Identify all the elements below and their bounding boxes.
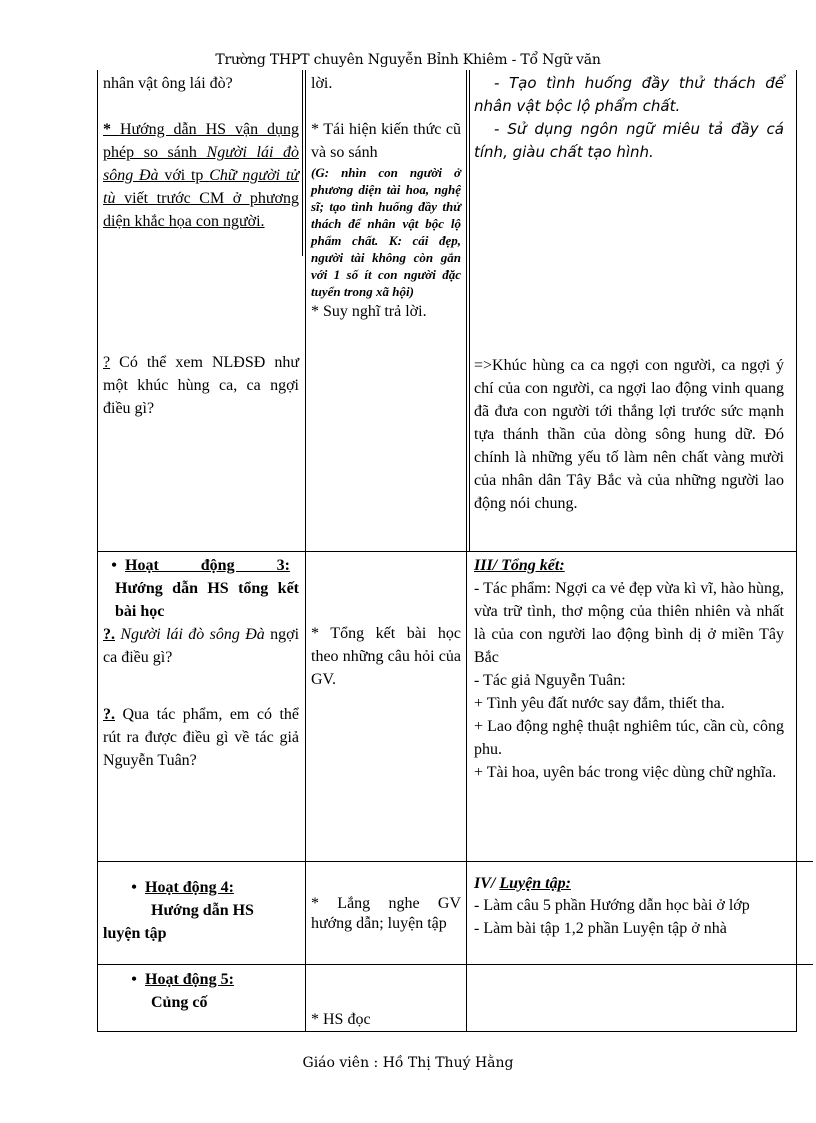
row-divider-1 [97,551,797,552]
row1-col1 [103,72,299,420]
activity-4-desc-2: luyện tập [103,925,167,942]
practice-heading-text: Luyện tập: [499,875,571,892]
row4-col1 [103,968,299,1014]
answer-1: * HS đọc [311,1011,371,1028]
row2-col2 [311,622,461,691]
activity-5-title [103,968,299,991]
bullet-2: - Sử dụng ngôn ngữ miêu tả đầy cá tính, giàu chất tạo hình. [474,120,784,161]
conclusion: =>Khúc hùng ca ca ngợi con người, ca ngợi ý chí của con người, ca ngợi lao động vinh quang đã đưa con người tới thắng lợi trước sức mạnh tựa thánh thần của dòng sông hung dữ. Đó chính là những yếu tố làm nên chất vàng mười của nhân dân Tây Bắc và của những người lao động nói chung. [474,357,784,512]
guide-title-1: Người lái đò sông Đà [103,144,300,184]
row3-col1 [103,876,299,945]
summary-line-3: + Tình yêu đất nước say đắm, thiết tha. [474,695,725,712]
teacher-note [311,164,461,300]
guide-star: * [103,121,111,138]
row-divider-3 [97,964,813,965]
column-divider-2-secondary [469,70,470,551]
summary-heading: III/ Tổng kết: [474,557,565,574]
bullet-icon: • [131,879,137,896]
activity-3-heading: Hoạt động 3: [125,557,290,574]
guide-text-a: Hướng dẫn HS vận dụng phép so sánh [103,121,300,161]
summary-line-5: + Tài hoa, uyên bác trong việc dùng chữ nghĩa. [474,764,777,781]
answer-3: * Suy nghĩ trả lời. [311,303,427,320]
practice-heading-number: IV/ [474,875,496,892]
question-1-tail: ngợi ca điều gì? [103,626,300,666]
activity-4-title [103,876,299,899]
row1-col3 [474,72,784,515]
question-mark: ?. [103,626,115,643]
practice-line-2: - Làm bài tập 1,2 phần Luyện tập ở nhà [474,920,727,937]
answer-2: * Tái hiện kiến thức cũ và so sánh [311,121,461,161]
activity-4-heading: Hoạt động 4: [145,879,234,896]
question-2-text: Có thể xem NLĐSĐ như một khúc hùng ca, ca ngợi điều gì? [103,354,300,417]
activity-3-desc: Hướng dẫn HS tổng kết bài học [115,580,299,620]
question-mark: ?. [103,706,115,723]
question-2 [103,351,299,420]
guide-title-2: Chữ người tử tù [103,167,300,207]
row4-col2 [311,1008,461,1031]
answer-1: * Lắng nghe GV hướng dẫn; luyện tập [311,895,461,932]
bullet-icon: • [131,971,137,988]
note-text: G: nhìn con người ở phương diện tài hoa, nghệ sĩ; tạo tình huống đầy thử thách để nhân vật bộc lộ phẩm chất. K: cái đẹp, người tài không còn gắn với 1 số ít con người đặc tuyển trong xã hội) [311,165,461,299]
guide-text-c: viết trước CM ở phương diện khắc họa con người. [103,190,299,230]
question-1 [103,623,299,669]
page-header: Trường THPT chuyên Nguyễn Bỉnh Khiêm - Tổ Ngữ văn [215,52,601,68]
summary-line-4: + Lao động nghệ thuật nghiêm túc, cần cù, công phu. [474,718,784,758]
answer-1: * Tổng kết bài học theo những câu hỏi của GV. [311,625,461,688]
bullet-icon: • [111,557,117,574]
note-paren: ( [311,165,316,180]
activity-5-heading: Hoạt động 5: [145,971,234,988]
guide-paragraph [103,118,299,233]
activity-5-desc: Củng cố [151,994,208,1011]
row1-col2 [311,72,461,323]
row-divider-2 [97,861,813,862]
column-divider-1-secondary [302,70,303,256]
question-tail: nhân vật ông lái đò? [103,75,233,92]
question-2 [103,703,299,772]
answer-1: lời. [311,75,333,92]
row3-col3 [474,872,784,940]
table-border-bottom [97,1031,797,1032]
question-mark: ? [103,354,111,371]
question-title: Người lái đò sông Đà [120,626,265,643]
practice-line-1: - Làm câu 5 phần Hướng dẫn học bài ở lớp [474,897,750,914]
activity-3-title [103,554,299,577]
page-footer: Giáo viên : Hồ Thị Thuý Hằng [302,1055,514,1071]
row2-col3 [474,554,784,784]
question-2-text: Qua tác phẩm, em có thể rút ra được điều gì về tác giả Nguyễn Tuân? [103,706,300,769]
row2-col1 [103,554,299,772]
row3-col2 [311,894,461,934]
activity-4-desc-1: Hướng dẫn HS [151,902,254,919]
guide-text-b: với tp [164,167,204,184]
practice-heading [474,872,784,895]
summary-line-1: - Tác phẩm: Ngợi ca vẻ đẹp vừa kì vĩ, hào hùng, vừa trữ tình, thơ mộng của thiên nhiên và nhất là của con người lao động bình dị ở miền Tây Bắc [474,580,784,666]
bullet-1: - Tạo tình huống đầy thử thách để nhân vật bộc lộ phẩm chất. [474,74,784,115]
summary-line-2: - Tác giả Nguyễn Tuân: [474,672,626,689]
